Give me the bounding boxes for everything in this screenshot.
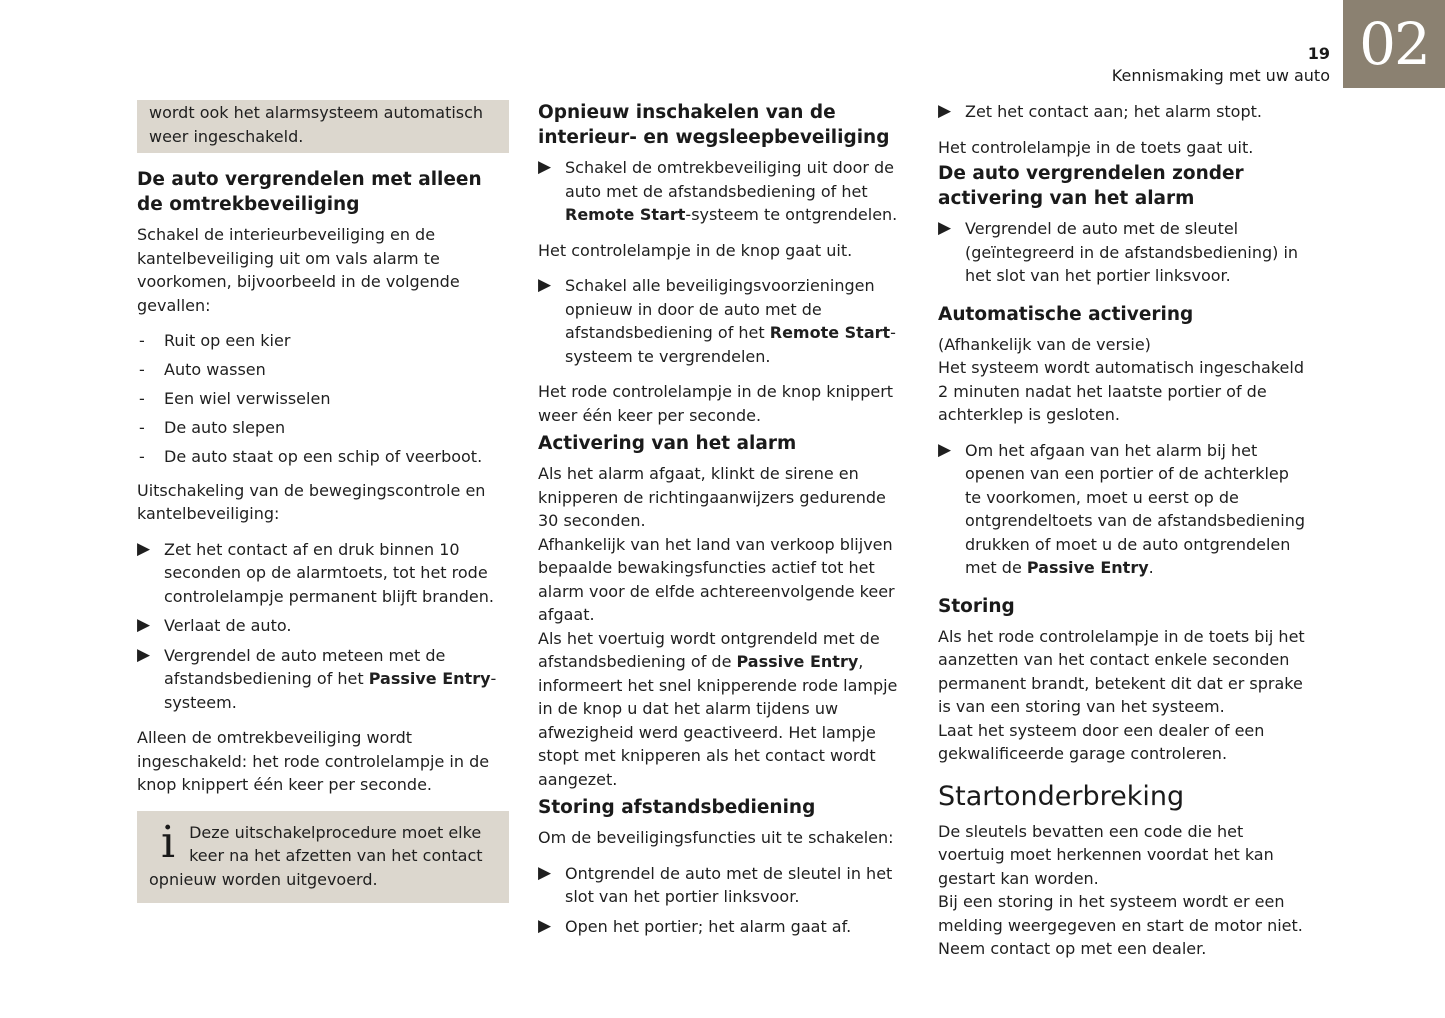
paragraph: Het controlelampje in de knop gaat uit. bbox=[538, 240, 853, 260]
paragraph: Bij een storing in het systeem wordt er een melding weergegeven en start de motor niet. bbox=[938, 892, 1303, 935]
arrow-icon: ▶ bbox=[137, 615, 151, 635]
heading-lock-no-alarm: De auto vergrendelen zonder activering van het alarm bbox=[938, 163, 1244, 209]
arrow-icon: ▶ bbox=[938, 439, 952, 460]
paragraph bbox=[538, 627, 910, 792]
column-middle bbox=[538, 100, 910, 950]
arrow-icon: ▶ bbox=[538, 275, 552, 295]
paragraph: Om de beveiligingsfuncties uit te schakelen: bbox=[538, 828, 894, 847]
step-item bbox=[137, 644, 509, 715]
heading-remote-fault: Storing afstandsbediening bbox=[538, 797, 816, 818]
arrow-icon: ▶ bbox=[137, 538, 151, 559]
page-number: 19 bbox=[1307, 44, 1330, 63]
step-item bbox=[538, 156, 910, 227]
step-text: -systeem te vergrendelen. bbox=[565, 323, 896, 366]
step-text: Zet het contact af en druk binnen 10 seconden op de alarmtoets, tot het rode controlelampje permanent blijft branden. bbox=[164, 539, 494, 606]
step-item bbox=[538, 862, 910, 909]
arrow-icon: ▶ bbox=[938, 218, 952, 238]
step-list bbox=[938, 100, 1310, 124]
continuation-text: wordt ook het alarmsysteem automatisch weer ingeschakeld. bbox=[149, 103, 484, 146]
paragraph: Neem contact op met een dealer. bbox=[938, 939, 1207, 958]
column-left bbox=[137, 100, 509, 903]
step-item bbox=[938, 217, 1310, 288]
step-item bbox=[538, 915, 910, 939]
column-right bbox=[938, 100, 1310, 961]
paragraph: Laat het systeem door een dealer of een gekwalificeerde garage controleren. bbox=[938, 720, 1265, 763]
list-item: - Een wiel verwisselen bbox=[137, 387, 509, 411]
arrow-icon: ▶ bbox=[137, 644, 151, 665]
arrow-icon: ▶ bbox=[538, 862, 552, 883]
paragraph: De sleutels bevatten een code die het voertuig moet herkennen voordat het kan gestart kan worden. bbox=[938, 821, 1274, 888]
step-list bbox=[538, 156, 910, 227]
heading-immobiliser: Startonderbreking bbox=[938, 780, 1185, 812]
step-item bbox=[137, 538, 509, 609]
step-text: Vergrendel de auto meteen met de afstandsbediening of het bbox=[164, 645, 446, 688]
paragraph-text: , informeert het snel knipperende rode lampje in de knop u dat het alarm tijdens uw afwezigheid werd geactiveerd. Het lampje stopt met knipperen als het contact wordt aangezet. bbox=[538, 652, 898, 789]
step-item bbox=[538, 274, 910, 368]
paragraph: Als het rode controlelampje in de toets bij het aanzetten van het contact enkele seconden permanent brandt, betekent dit dat er sprake is van een storing van het systeem. bbox=[938, 626, 1305, 716]
heading-alarm-activation: Activering van het alarm bbox=[538, 433, 797, 454]
paragraph: Afhankelijk van het land van verkoop blijven bepaalde bewakingsfuncties actief tot het alarm voor de elfde achtereenvolgende keer afgaat. bbox=[538, 534, 895, 624]
paragraph: (Afhankelijk van de versie) bbox=[938, 334, 1151, 354]
step-text: Zet het contact aan; het alarm stopt. bbox=[965, 102, 1262, 121]
step-text: Ontgrendel de auto met de sleutel in het slot van het portier linksvoor. bbox=[565, 863, 893, 906]
step-list bbox=[538, 274, 910, 368]
arrow-icon: ▶ bbox=[538, 915, 552, 936]
paragraph: Het rode controlelampje in de knop knippert weer één keer per seconde. bbox=[538, 382, 894, 425]
step-list bbox=[938, 439, 1310, 580]
paragraph: Als het alarm afgaat, klinkt de sirene en knipperen de richtingaanwijzers gedurende 30 seconden. bbox=[538, 464, 886, 530]
bold-term: Passive Entry bbox=[368, 669, 491, 688]
paragraph-text: Als het voertuig wordt ontgrendeld met de afstandsbediening of de bbox=[538, 628, 880, 671]
chapter-tab: 02 bbox=[1343, 0, 1445, 88]
bold-term: Remote Start bbox=[565, 205, 686, 224]
list-item: - Auto wassen bbox=[137, 358, 509, 382]
step-list bbox=[538, 862, 910, 939]
step-text: -systeem. bbox=[164, 669, 497, 712]
heading-perimeter-lock: De auto vergrendelen met alleen de omtrekbeveiliging bbox=[137, 169, 482, 215]
step-text: . bbox=[1148, 558, 1154, 577]
step-item bbox=[938, 439, 1310, 580]
arrow-icon: ▶ bbox=[938, 101, 952, 121]
bold-term: Passive Entry bbox=[1026, 558, 1149, 577]
step-text: Schakel de omtrekbeveiliging uit door de auto met de afstandsbediening of het bbox=[565, 158, 895, 201]
bold-term: Remote Start bbox=[769, 323, 891, 342]
info-box bbox=[137, 811, 509, 904]
continuation-box bbox=[137, 100, 509, 153]
step-list bbox=[137, 538, 509, 715]
heading-fault: Storing bbox=[938, 595, 1015, 617]
list-item: - Ruit op een kier bbox=[137, 329, 509, 353]
step-text: Vergrendel de auto met de sleutel (geïntegreerd in de afstandsbediening) in het slot van het portier linksvoor. bbox=[965, 219, 1299, 285]
heading-auto-activation: Automatische activering bbox=[938, 303, 1194, 325]
info-text: Deze uitschakelprocedure moet elke keer na het afzetten van het contact opnieuw worden uitgevoerd. bbox=[149, 822, 483, 889]
step-item bbox=[938, 100, 1310, 124]
step-text: Open het portier; het alarm gaat af. bbox=[565, 916, 852, 936]
step-text: Schakel alle beveiligingsvoorzieningen opnieuw in door de auto met de afstandsbediening of het bbox=[565, 276, 875, 342]
list-item: - De auto slepen bbox=[137, 416, 509, 440]
step-list bbox=[938, 217, 1310, 288]
section-title: Kennismaking met uw auto bbox=[1111, 66, 1330, 85]
info-icon: i bbox=[161, 816, 176, 868]
dash-list bbox=[137, 329, 509, 469]
list-item: - De auto staat op een schip of veerboot. bbox=[137, 445, 509, 469]
paragraph: Uitschakeling van de bewegingscontrole en kantelbeveiliging: bbox=[137, 480, 486, 523]
step-text: Om het afgaan van het alarm bij het openen van een portier of de achterklep te voorkomen, moet u eerst op de ontgrendeltoets van de afstandsbediening drukken of moet u de auto ontgrendelen met de bbox=[965, 440, 1306, 577]
paragraph: Het systeem wordt automatisch ingeschakeld 2 minuten nadat het laatste portier of de achterklep is gesloten. bbox=[938, 358, 1304, 424]
arrow-icon: ▶ bbox=[538, 157, 552, 177]
step-text: -systeem te ontgrendelen. bbox=[685, 205, 898, 224]
step-text: Verlaat de auto. bbox=[164, 616, 292, 635]
heading-reactivate: Opnieuw inschakelen van de interieur- en wegsleepbeveiliging bbox=[538, 102, 890, 148]
paragraph: Het controlelampje in de toets gaat uit. bbox=[938, 137, 1254, 157]
paragraph: Alleen de omtrekbeveiliging wordt ingeschakeld: het rode controlelampje in de knop knippert één keer per seconde. bbox=[137, 728, 490, 794]
paragraph: Schakel de interieurbeveiliging en de kantelbeveiliging uit om vals alarm te voorkomen, bijvoorbeeld in de volgende gevallen: bbox=[137, 225, 460, 315]
step-item bbox=[137, 614, 509, 638]
bold-term: Passive Entry bbox=[736, 652, 859, 671]
